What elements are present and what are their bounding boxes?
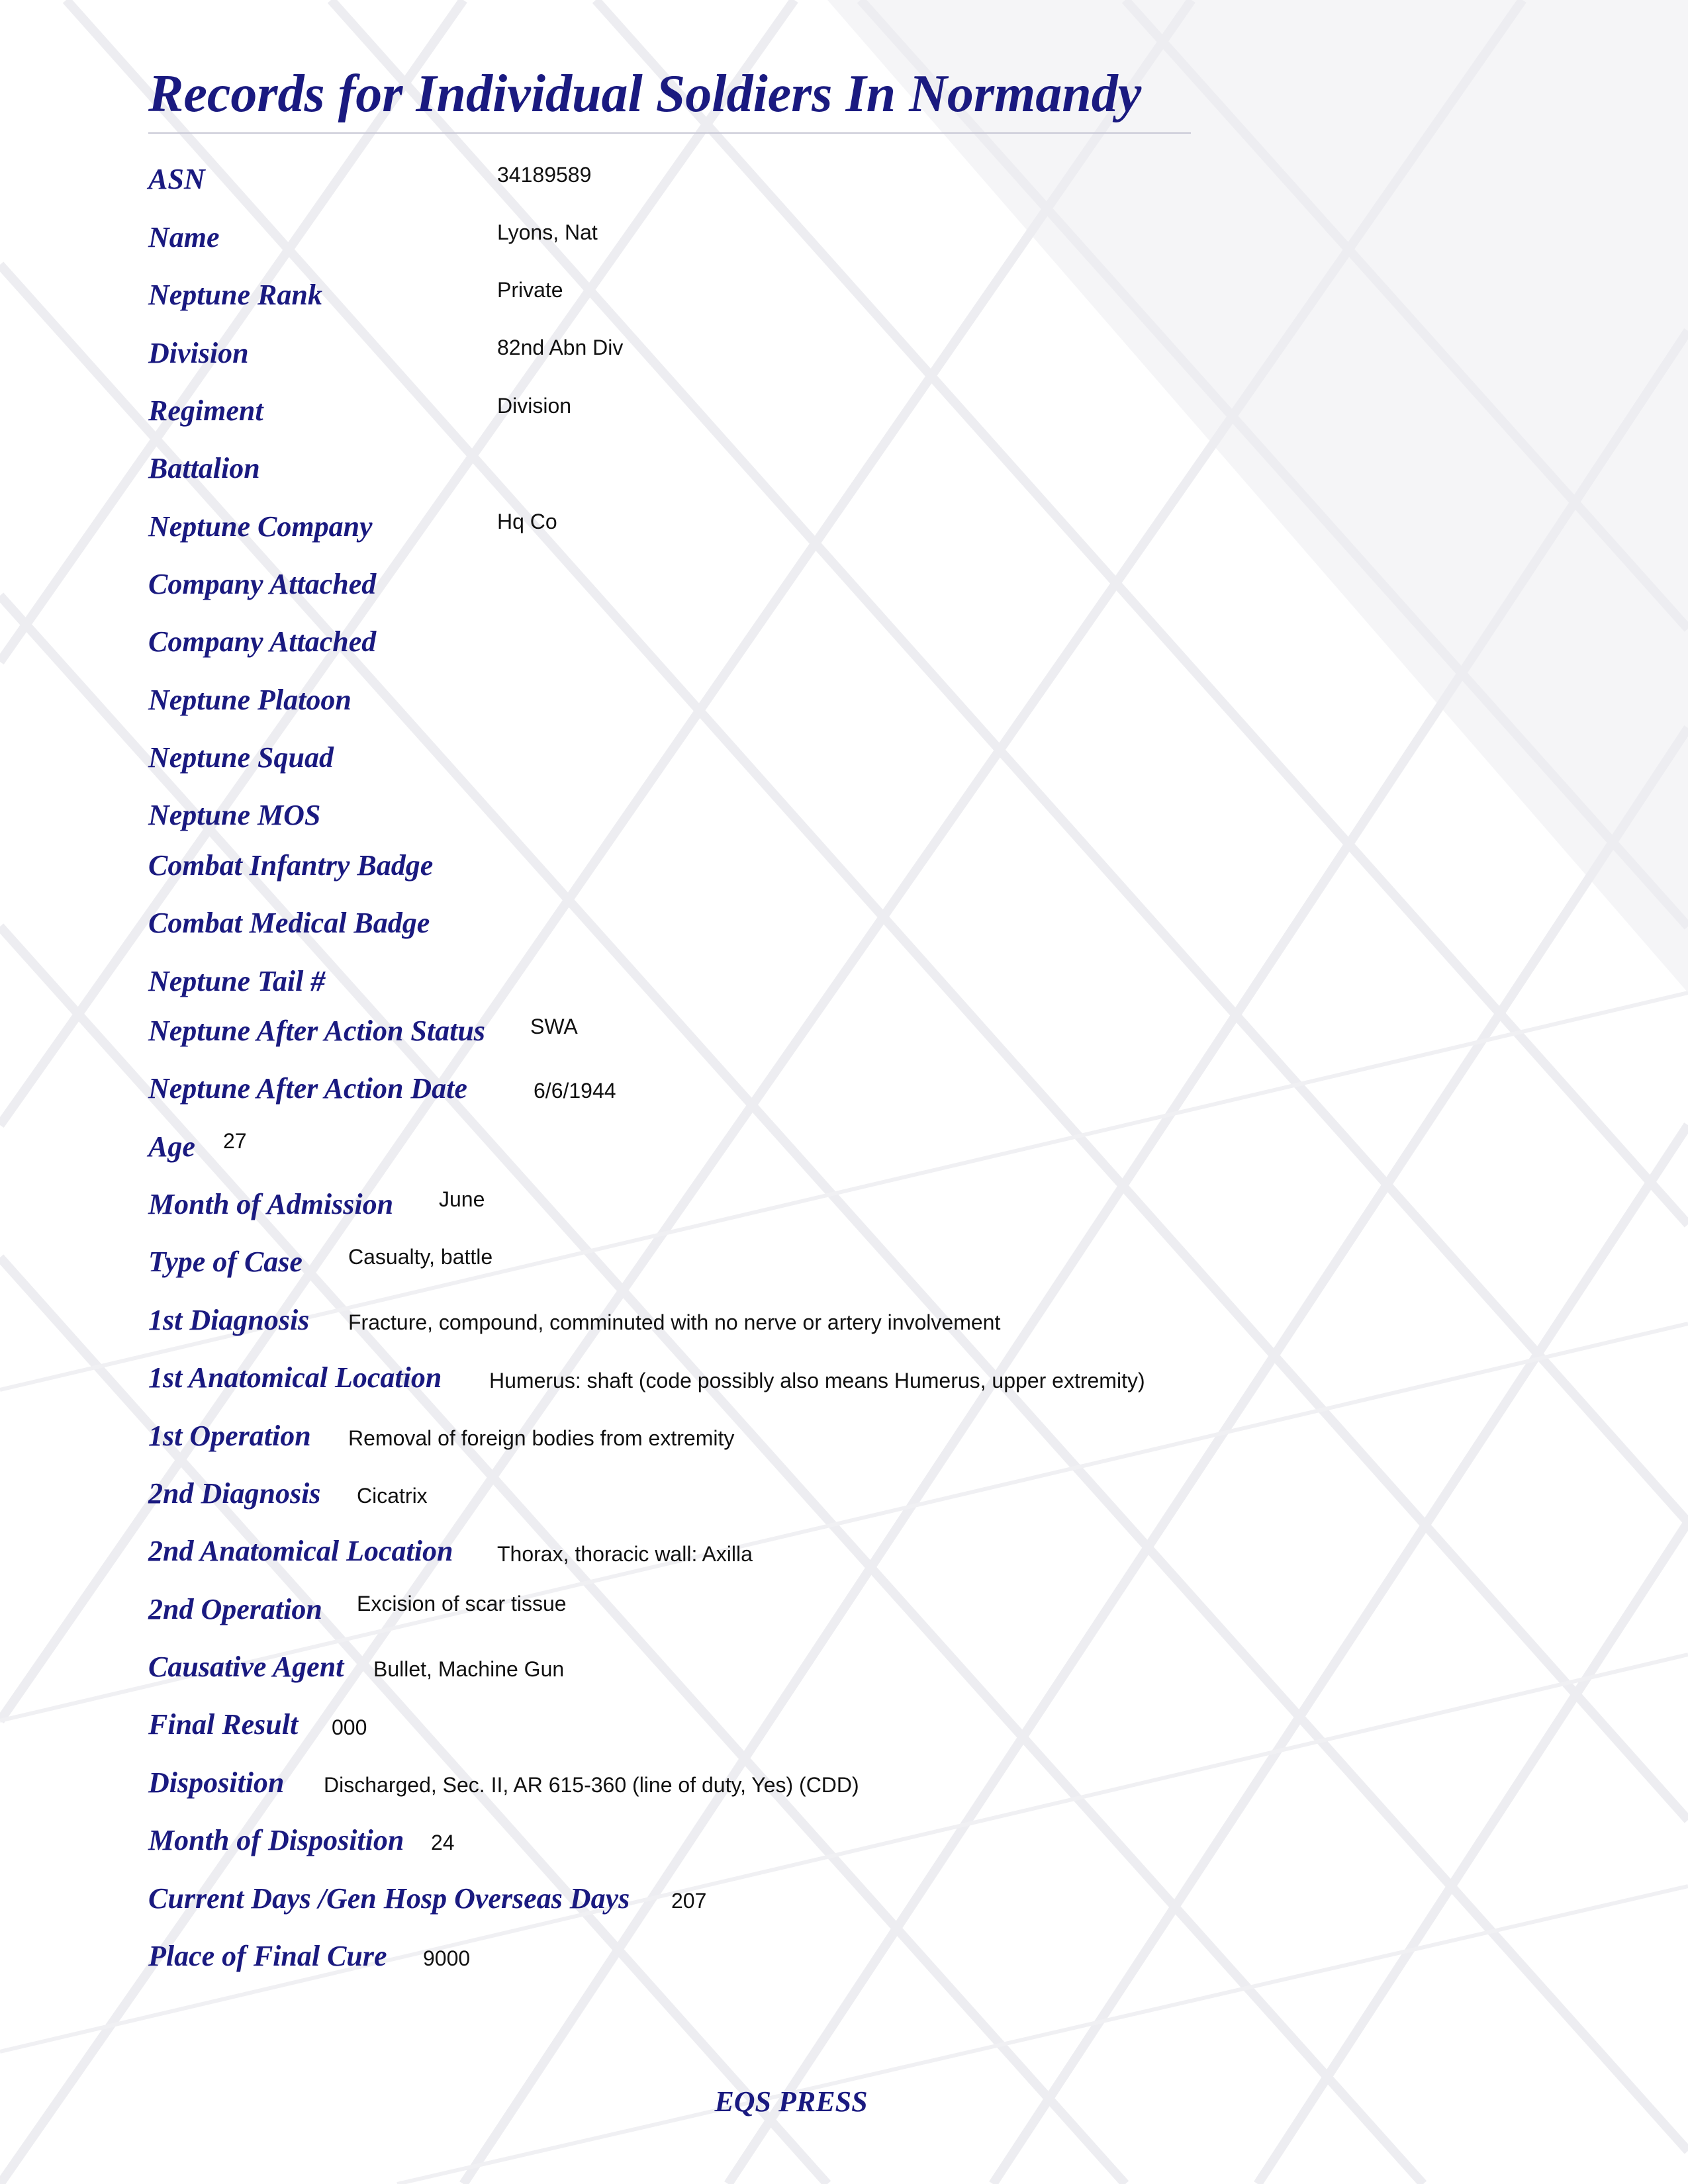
field-value: 9000 (423, 1946, 471, 1970)
field-label: 2nd Diagnosis (148, 1477, 321, 1510)
field-value: 27 (223, 1129, 247, 1153)
field-value: Humerus: shaft (code possibly also means Humerus, upper extremity) (489, 1369, 1145, 1392)
field-label: Name (148, 221, 220, 253)
field-value: Private (497, 278, 563, 302)
field-label: 2nd Operation (148, 1593, 322, 1625)
title-divider (148, 132, 1191, 134)
field-label: Company Attached (148, 625, 377, 658)
field-value: Excision of scar tissue (357, 1592, 567, 1615)
field-value: 34189589 (497, 163, 592, 187)
field-value: 24 (431, 1831, 455, 1854)
field-label: Neptune After Action Date (148, 1072, 467, 1105)
field-label: ASN (148, 163, 205, 195)
field-value: Hq Co (497, 510, 557, 533)
field-label: Causative Agent (148, 1651, 344, 1683)
publisher-footer: EQS PRESS (714, 2085, 868, 2118)
field-label: 1st Anatomical Location (148, 1361, 442, 1394)
field-label: Battalion (148, 452, 260, 484)
field-value: Division (497, 394, 572, 418)
field-label: Neptune Tail # (148, 965, 326, 997)
field-label: Regiment (148, 394, 263, 427)
field-value: 207 (671, 1889, 707, 1913)
field-label: Type of Case (148, 1246, 303, 1278)
field-value: Cicatrix (357, 1484, 428, 1508)
field-value: Bullet, Machine Gun (373, 1657, 565, 1681)
field-label: Neptune After Action Status (148, 1015, 485, 1047)
field-label: Neptune Platoon (148, 684, 352, 716)
field-value: Removal of foreign bodies from extremity (348, 1426, 735, 1450)
field-label: Division (148, 337, 249, 369)
field-label: Disposition (148, 1766, 285, 1799)
field-label: Neptune MOS (148, 799, 321, 831)
field-value: Fracture, compound, comminuted with no nerve or artery involvement (348, 1310, 1001, 1334)
field-value: 82nd Abn Div (497, 336, 624, 359)
field-label: Combat Infantry Badge (148, 849, 434, 882)
field-label: Final Result (148, 1708, 299, 1741)
field-label: Month of Admission (148, 1188, 394, 1220)
field-value: Discharged, Sec. II, AR 615-360 (line of duty, Yes) (CDD) (324, 1773, 859, 1797)
field-label: Neptune Company (148, 510, 373, 543)
page-title: Records for Individual Soldiers In Normandy (148, 65, 1142, 123)
field-value: 000 (332, 1715, 367, 1739)
field-value: Casualty, battle (348, 1245, 493, 1269)
field-value: SWA (530, 1015, 578, 1038)
field-value: Thorax, thoracic wall: Axilla (497, 1542, 753, 1566)
field-label: Age (148, 1130, 195, 1163)
field-label: 1st Operation (148, 1420, 311, 1452)
field-label: 1st Diagnosis (148, 1304, 310, 1336)
field-label: Combat Medical Badge (148, 907, 430, 939)
field-label: 2nd Anatomical Location (148, 1535, 453, 1567)
field-label: Neptune Squad (148, 741, 334, 774)
field-label: Current Days /Gen Hosp Overseas Days (148, 1882, 630, 1915)
field-value: June (439, 1187, 485, 1211)
field-label: Place of Final Cure (148, 1940, 387, 1972)
field-value: Lyons, Nat (497, 220, 598, 244)
field-label: Company Attached (148, 568, 377, 600)
field-value: 6/6/1944 (534, 1079, 616, 1103)
field-label: Neptune Rank (148, 279, 322, 311)
field-label: Month of Disposition (148, 1824, 404, 1856)
